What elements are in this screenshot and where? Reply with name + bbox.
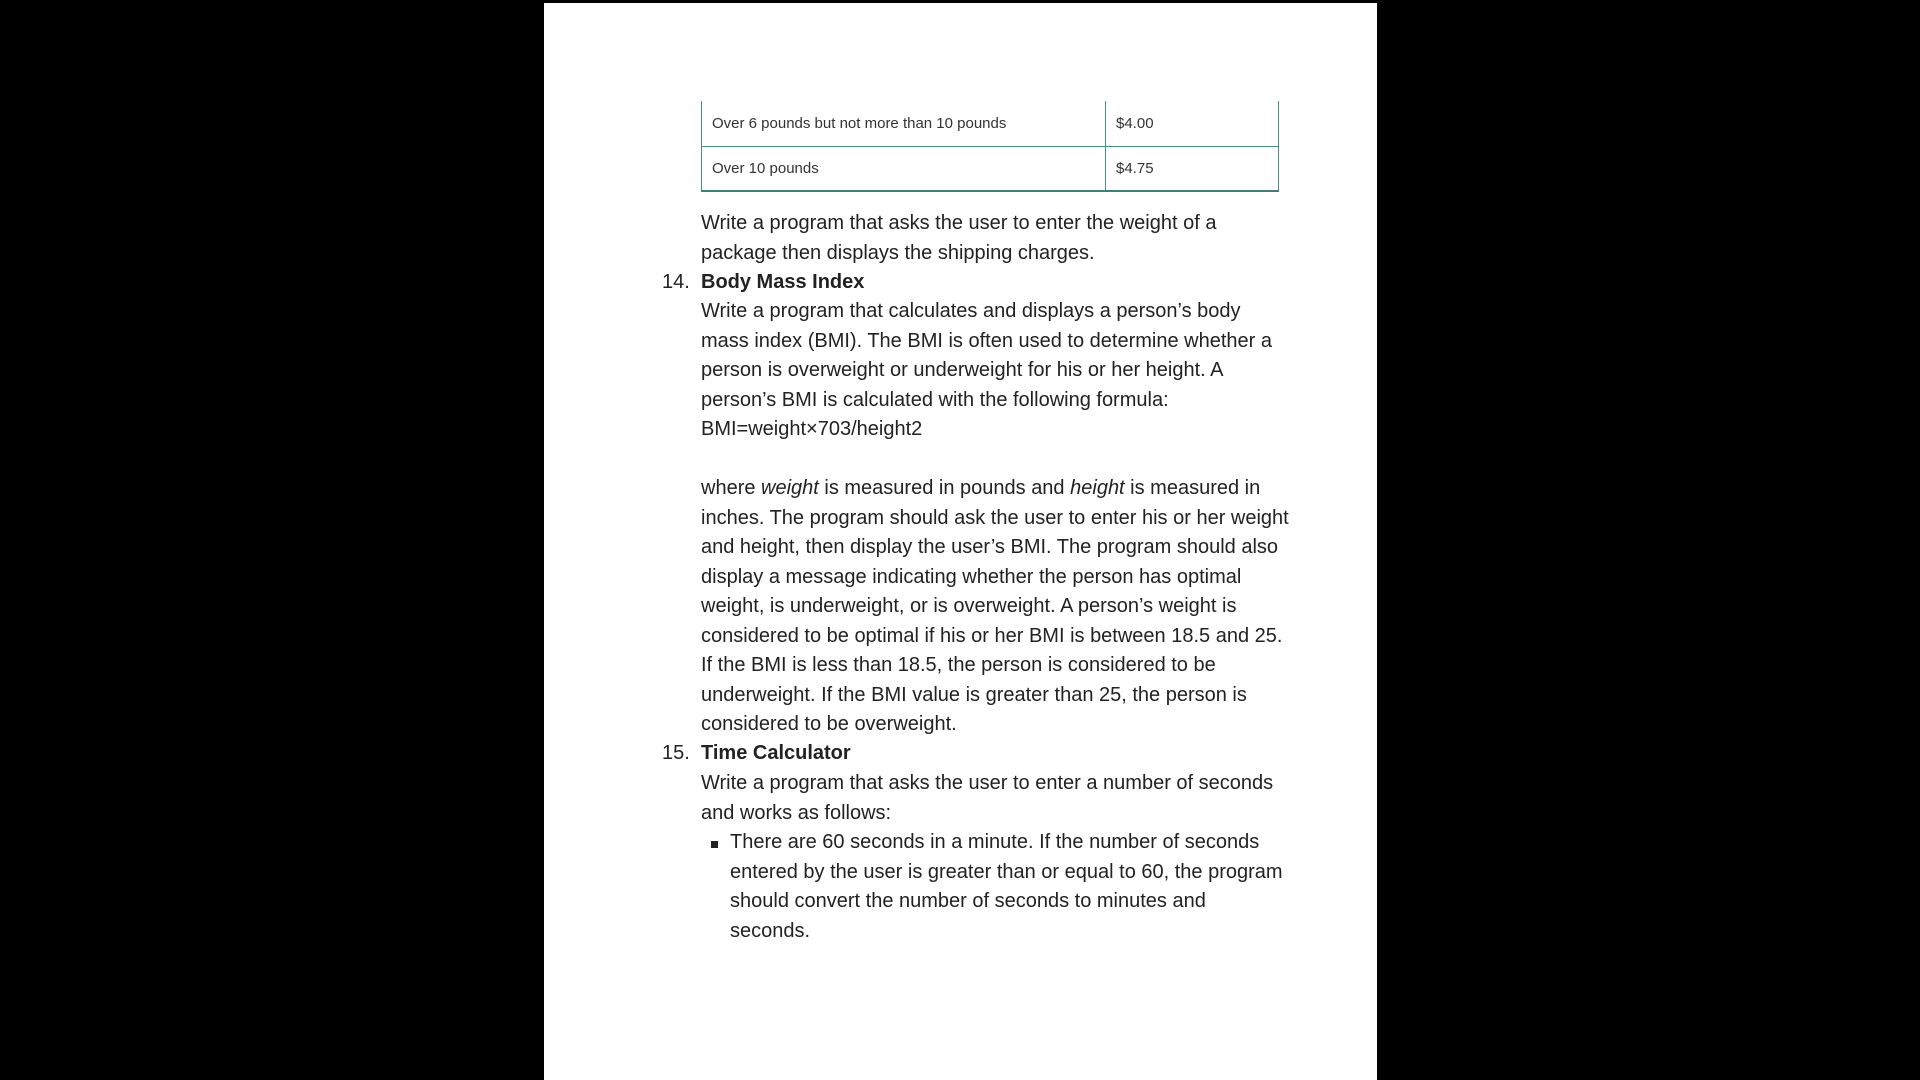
table-cell-rate: $4.00 [1106, 101, 1279, 146]
text-line: person’s BMI is calculated with the following formula: [701, 388, 1169, 411]
text-line: If the BMI is less than 18.5, the person is considered to be [701, 654, 1216, 676]
q14-title: Body Mass Index [701, 271, 865, 293]
text-line: person is overweight or underweight for his or her height. A [701, 359, 1224, 381]
emphasis-weight: weight [761, 477, 819, 499]
text-line: mass index (BMI). The BMI is often used to determine whether a [701, 329, 1272, 352]
q15-number: 15. [662, 742, 690, 764]
text-line: Write a program that asks the user to enter the weight of a [701, 212, 1217, 234]
text-line: should convert the number of seconds to minutes and [730, 890, 1206, 912]
table-cell-rate: $4.75 [1106, 146, 1279, 191]
table-row [702, 146, 1279, 191]
q15-intro [701, 769, 1291, 828]
document-page [544, 3, 1377, 1080]
text-line: considered to be optimal if his or her BMI is between 18.5 and 25. [701, 624, 1283, 647]
list-item [730, 828, 1290, 946]
q14-intro [701, 297, 1291, 445]
text-fragment: is measured in pounds and [818, 477, 1071, 499]
text-fragment: is measured in [1124, 477, 1261, 499]
text-line: inches. The program should ask the user to enter his or her weight [701, 506, 1289, 529]
q13-instruction [701, 209, 1291, 268]
text-line: considered to be overweight. [701, 713, 957, 735]
square-bullet-icon [711, 841, 718, 848]
q15-title: Time Calculator [701, 742, 851, 764]
text-line: Write a program that asks the user to enter a number of seconds [701, 772, 1274, 794]
emphasis-height: height [1070, 477, 1125, 499]
bmi-formula: BMI=weight×703/height2 [701, 418, 923, 440]
q14-number: 14. [662, 271, 690, 293]
text-fragment: where [701, 477, 762, 499]
table-cell-weight: Over 6 pounds but not more than 10 pounds [702, 101, 1106, 146]
text-line: and works as follows: [701, 801, 892, 824]
shipping-rates-table [701, 101, 1279, 192]
text-line: entered by the user is greater than or equal to 60, the program [730, 860, 1283, 883]
text-line: and height, then display the user’s BMI. The program should also [701, 536, 1279, 558]
text-line: weight, is underweight, or is overweight. A person’s weight is [701, 595, 1237, 617]
text-line: seconds. [730, 919, 811, 942]
text-line: display a message indicating whether the person has optimal [701, 565, 1242, 588]
table-cell-weight: Over 10 pounds [702, 146, 1106, 191]
text-line [701, 474, 1291, 504]
table-row [702, 101, 1279, 146]
text-line: underweight. If the BMI value is greater than 25, the person is [701, 683, 1247, 706]
text-line: package then displays the shipping charges. [701, 241, 1095, 264]
q14-body [701, 474, 1291, 740]
text-line: Write a program that calculates and displays a person’s body [701, 300, 1241, 322]
text-line: There are 60 seconds in a minute. If the number of seconds [730, 831, 1260, 853]
